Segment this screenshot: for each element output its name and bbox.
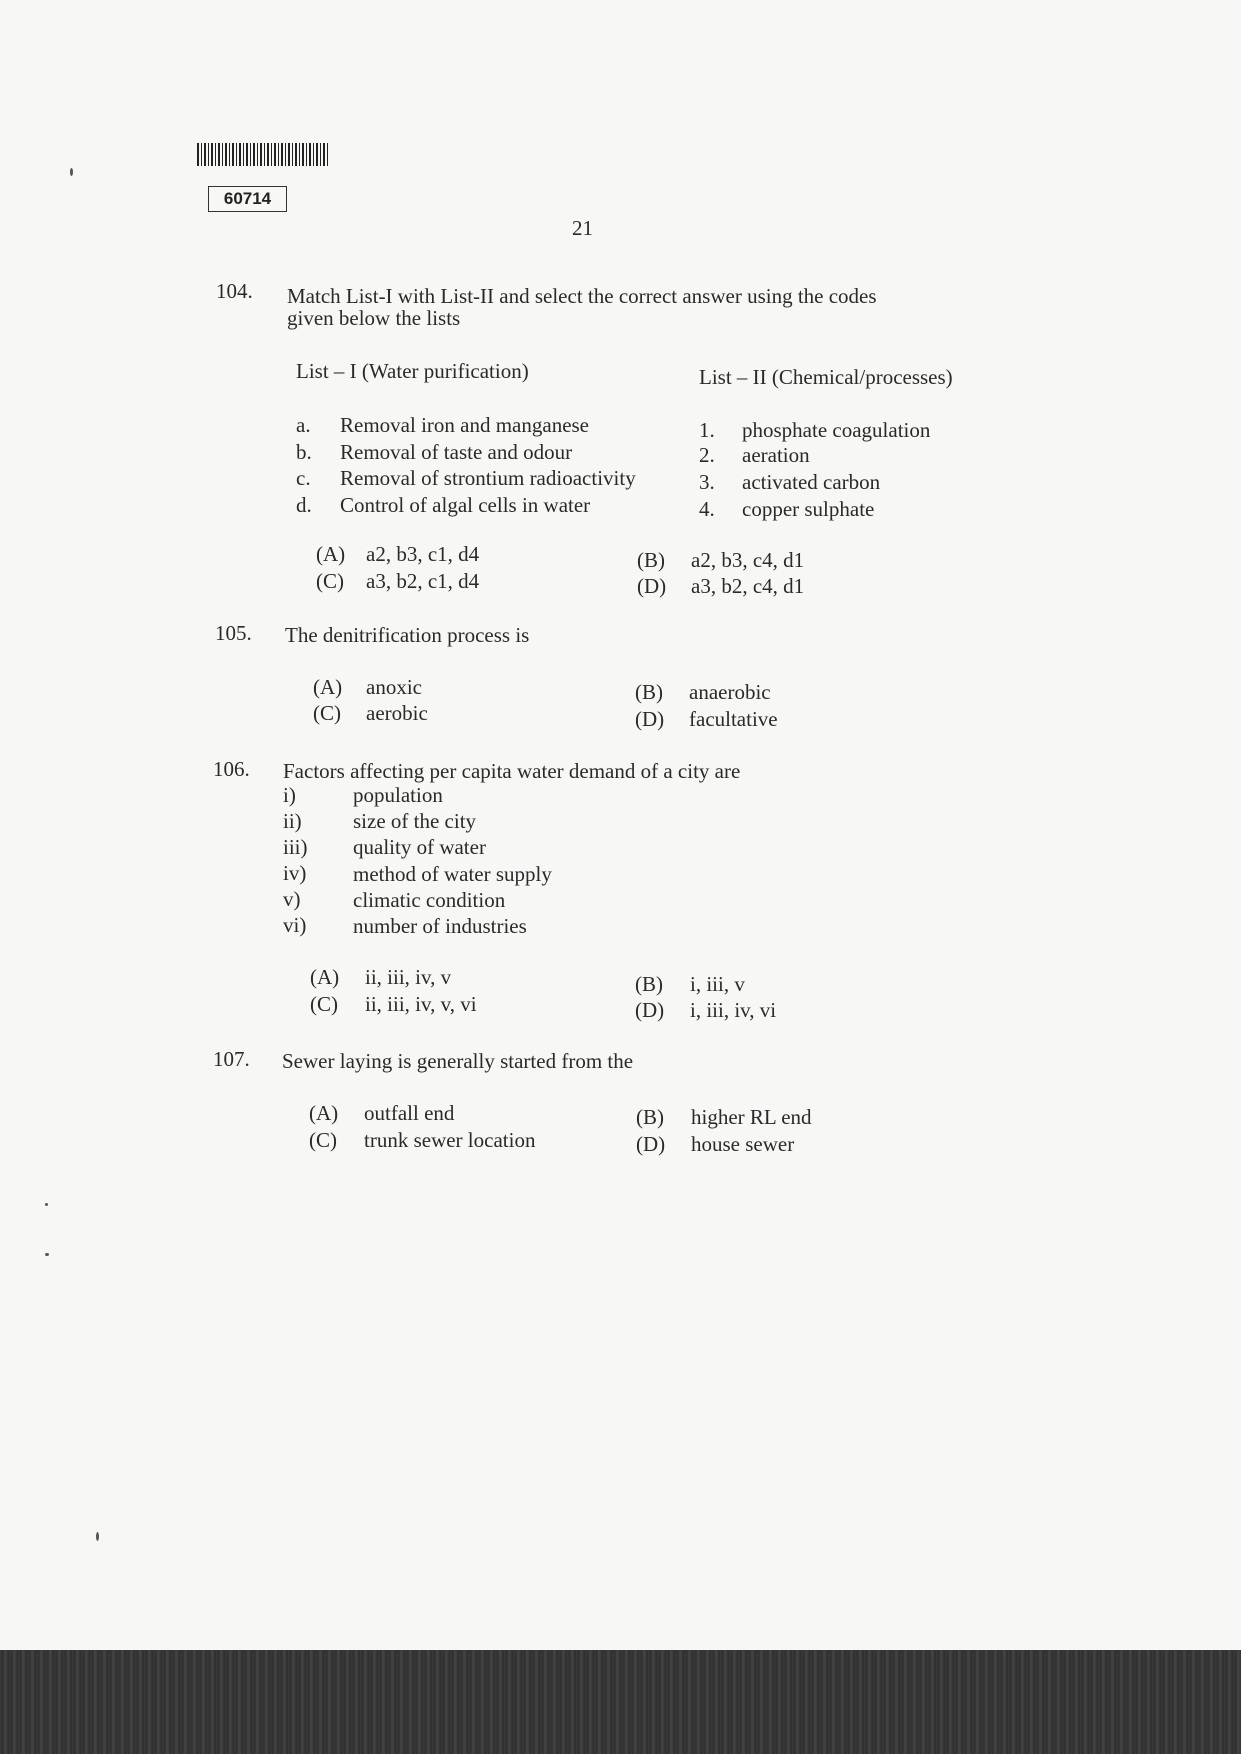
item-text: number of industries bbox=[353, 914, 527, 938]
question-number: 104. bbox=[216, 279, 253, 303]
question-number: 106. bbox=[213, 757, 250, 781]
item-key: v) bbox=[283, 887, 301, 911]
option-text: a3, b2, c4, d1 bbox=[691, 574, 805, 598]
page-number: 21 bbox=[572, 216, 593, 240]
question-number: 105. bbox=[215, 621, 252, 645]
question-text: Sewer laying is generally started from the bbox=[282, 1049, 634, 1073]
list-item: Removal of taste and odour bbox=[340, 440, 573, 464]
scan-speck bbox=[96, 1532, 99, 1541]
question-text: The denitrification process is bbox=[285, 623, 530, 647]
list-item-key: c. bbox=[296, 466, 311, 490]
scan-speck bbox=[70, 168, 73, 176]
item-text: population bbox=[353, 783, 443, 807]
option-key: (A) bbox=[313, 675, 343, 699]
list-item-key: a. bbox=[296, 413, 311, 437]
option-text: a2, b3, c4, d1 bbox=[691, 548, 805, 572]
list-item: phosphate coagulation bbox=[742, 418, 931, 442]
option-key: (C) bbox=[313, 701, 341, 725]
scanner-background bbox=[0, 1650, 1241, 1754]
item-key: i) bbox=[283, 783, 296, 807]
option-text: a2, b3, c1, d4 bbox=[366, 542, 480, 566]
question-text: Factors affecting per capita water demand of a city are bbox=[283, 759, 741, 783]
option-text: outfall end bbox=[364, 1101, 455, 1125]
option-key: (A) bbox=[310, 965, 340, 989]
list-item: aeration bbox=[742, 443, 810, 467]
option-key: (B) bbox=[636, 1105, 664, 1129]
option-key: (D) bbox=[636, 1132, 666, 1156]
item-key: iii) bbox=[283, 835, 308, 859]
list-item-key: d. bbox=[296, 493, 312, 517]
item-text: quality of water bbox=[353, 835, 486, 859]
list-item: Removal of strontium radioactivity bbox=[340, 466, 636, 490]
option-key: (C) bbox=[309, 1128, 337, 1152]
option-key: (B) bbox=[635, 680, 663, 704]
option-text: ii, iii, iv, v bbox=[365, 965, 452, 989]
list-item-key: 2. bbox=[699, 443, 715, 467]
list-item-key: 3. bbox=[699, 470, 715, 494]
option-key: (A) bbox=[309, 1101, 339, 1125]
option-key: (A) bbox=[316, 542, 346, 566]
option-text: anoxic bbox=[366, 675, 422, 699]
option-key: (D) bbox=[635, 707, 665, 731]
question-text: given below the lists bbox=[287, 306, 461, 330]
option-text: aerobic bbox=[366, 701, 428, 725]
list-item: activated carbon bbox=[742, 470, 881, 494]
option-key: (D) bbox=[635, 998, 665, 1022]
option-key: (C) bbox=[316, 569, 344, 593]
option-text: ii, iii, iv, v, vi bbox=[365, 992, 477, 1016]
question-number: 107. bbox=[213, 1047, 250, 1071]
list-item: copper sulphate bbox=[742, 497, 875, 521]
option-text: a3, b2, c1, d4 bbox=[366, 569, 480, 593]
option-text: facultative bbox=[689, 707, 778, 731]
option-key: (D) bbox=[637, 574, 667, 598]
scan-speck bbox=[45, 1203, 48, 1206]
option-text: i, iii, iv, vi bbox=[690, 998, 777, 1022]
item-key: iv) bbox=[283, 861, 307, 885]
item-text: size of the city bbox=[353, 809, 477, 833]
option-text: i, iii, v bbox=[690, 972, 745, 996]
list-item: Control of algal cells in water bbox=[340, 493, 591, 517]
scan-speck bbox=[45, 1253, 49, 1256]
option-text: anaerobic bbox=[689, 680, 771, 704]
option-text: trunk sewer location bbox=[364, 1128, 536, 1152]
list-item-key: 1. bbox=[699, 418, 715, 442]
item-key: vi) bbox=[283, 913, 307, 937]
list-item-key: b. bbox=[296, 440, 312, 464]
item-text: climatic condition bbox=[353, 888, 506, 912]
option-key: (B) bbox=[635, 972, 663, 996]
list-item-key: 4. bbox=[699, 497, 715, 521]
list1-title: List – I (Water purification) bbox=[296, 359, 529, 383]
question-text: Match List-I with List-II and select the correct answer using the codes bbox=[287, 284, 877, 308]
paper-code: 60714 bbox=[208, 186, 287, 212]
item-key: ii) bbox=[283, 809, 302, 833]
list-item: Removal iron and manganese bbox=[340, 413, 590, 437]
option-key: (C) bbox=[310, 992, 338, 1016]
option-key: (B) bbox=[637, 548, 665, 572]
item-text: method of water supply bbox=[353, 862, 552, 886]
option-text: house sewer bbox=[691, 1132, 795, 1156]
barcode bbox=[197, 143, 329, 166]
list2-title: List – II (Chemical/processes) bbox=[699, 365, 953, 389]
option-text: higher RL end bbox=[691, 1105, 812, 1129]
